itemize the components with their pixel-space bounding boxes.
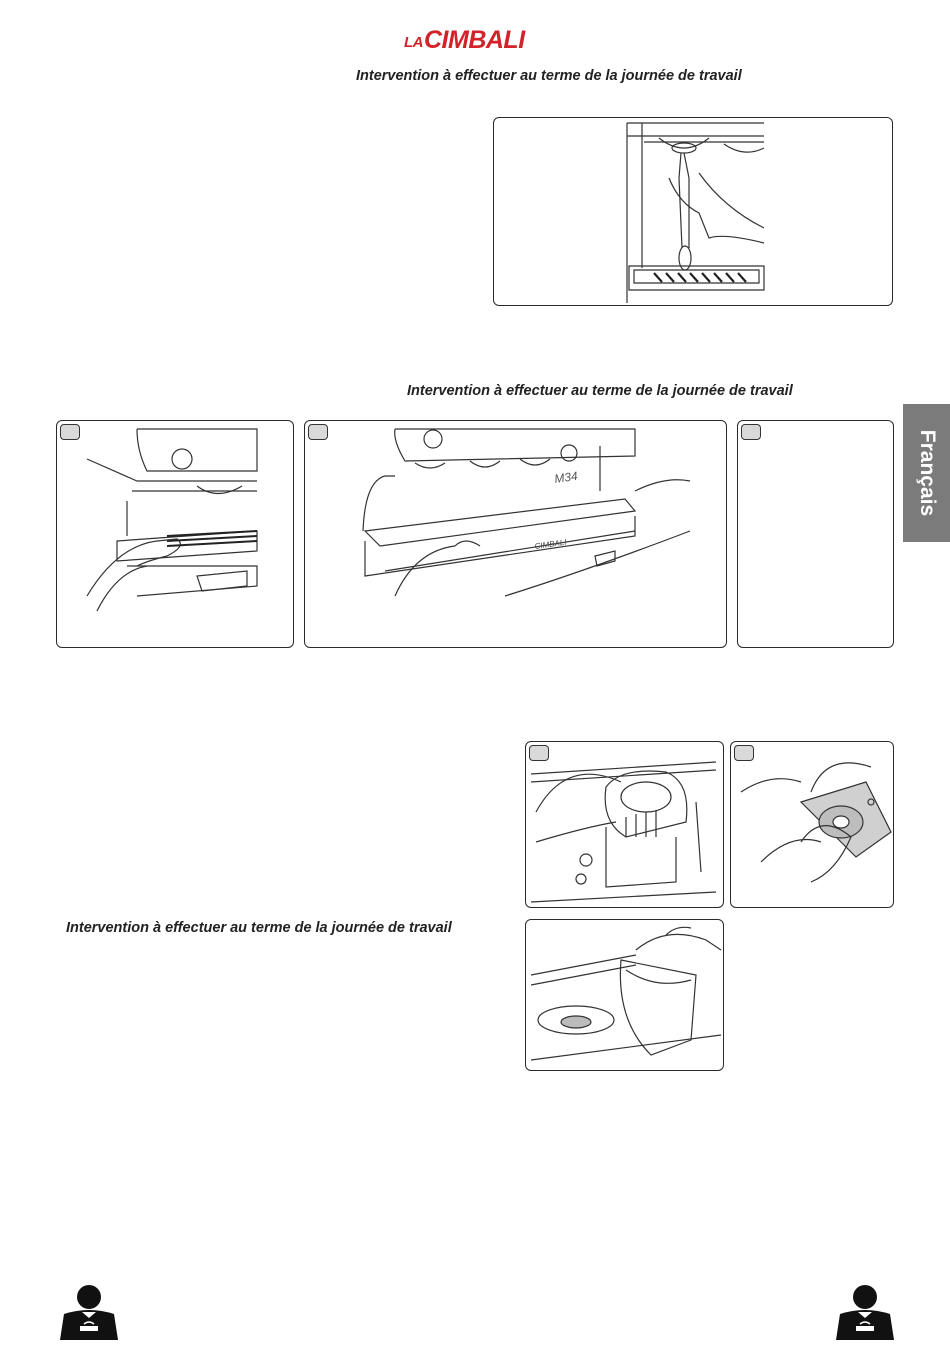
basin-drawing [526, 742, 724, 908]
language-label: Français [915, 429, 939, 517]
section-heading-2: Intervention à effectuer au terme de la journée de travail [407, 383, 793, 399]
illustration-drip-grid-1 [56, 420, 294, 648]
illustration-steam-wand [493, 117, 893, 306]
step-badge [741, 424, 761, 440]
machine-logo-text: CIMBALI [534, 537, 567, 551]
language-tab[interactable] [903, 404, 950, 542]
logo-name: CIMBALI [424, 26, 525, 54]
basin-clean-drawing [731, 742, 894, 908]
illustration-basin-2 [730, 741, 894, 908]
barista-icon [58, 1284, 120, 1340]
barista-icon [834, 1284, 896, 1340]
brand-logo [404, 26, 544, 54]
section-heading-1: Intervention à effectuer au terme de la journée de travail [356, 68, 742, 84]
illustration-empty-panel [737, 420, 894, 648]
logo-prefix: LA [404, 34, 423, 51]
steam-wand-drawing [494, 118, 893, 306]
illustration-drip-grid-2 [304, 420, 727, 648]
machine-label: M34 [553, 468, 579, 486]
illustration-basin-empty [525, 919, 724, 1071]
illustration-basin-1 [525, 741, 724, 908]
drip-grid-drawing [57, 421, 294, 648]
machine-front-drawing [305, 421, 727, 648]
basin-empty-drawing [526, 920, 724, 1071]
section-heading-3: Intervention à effectuer au terme de la journée de travail [66, 920, 452, 936]
